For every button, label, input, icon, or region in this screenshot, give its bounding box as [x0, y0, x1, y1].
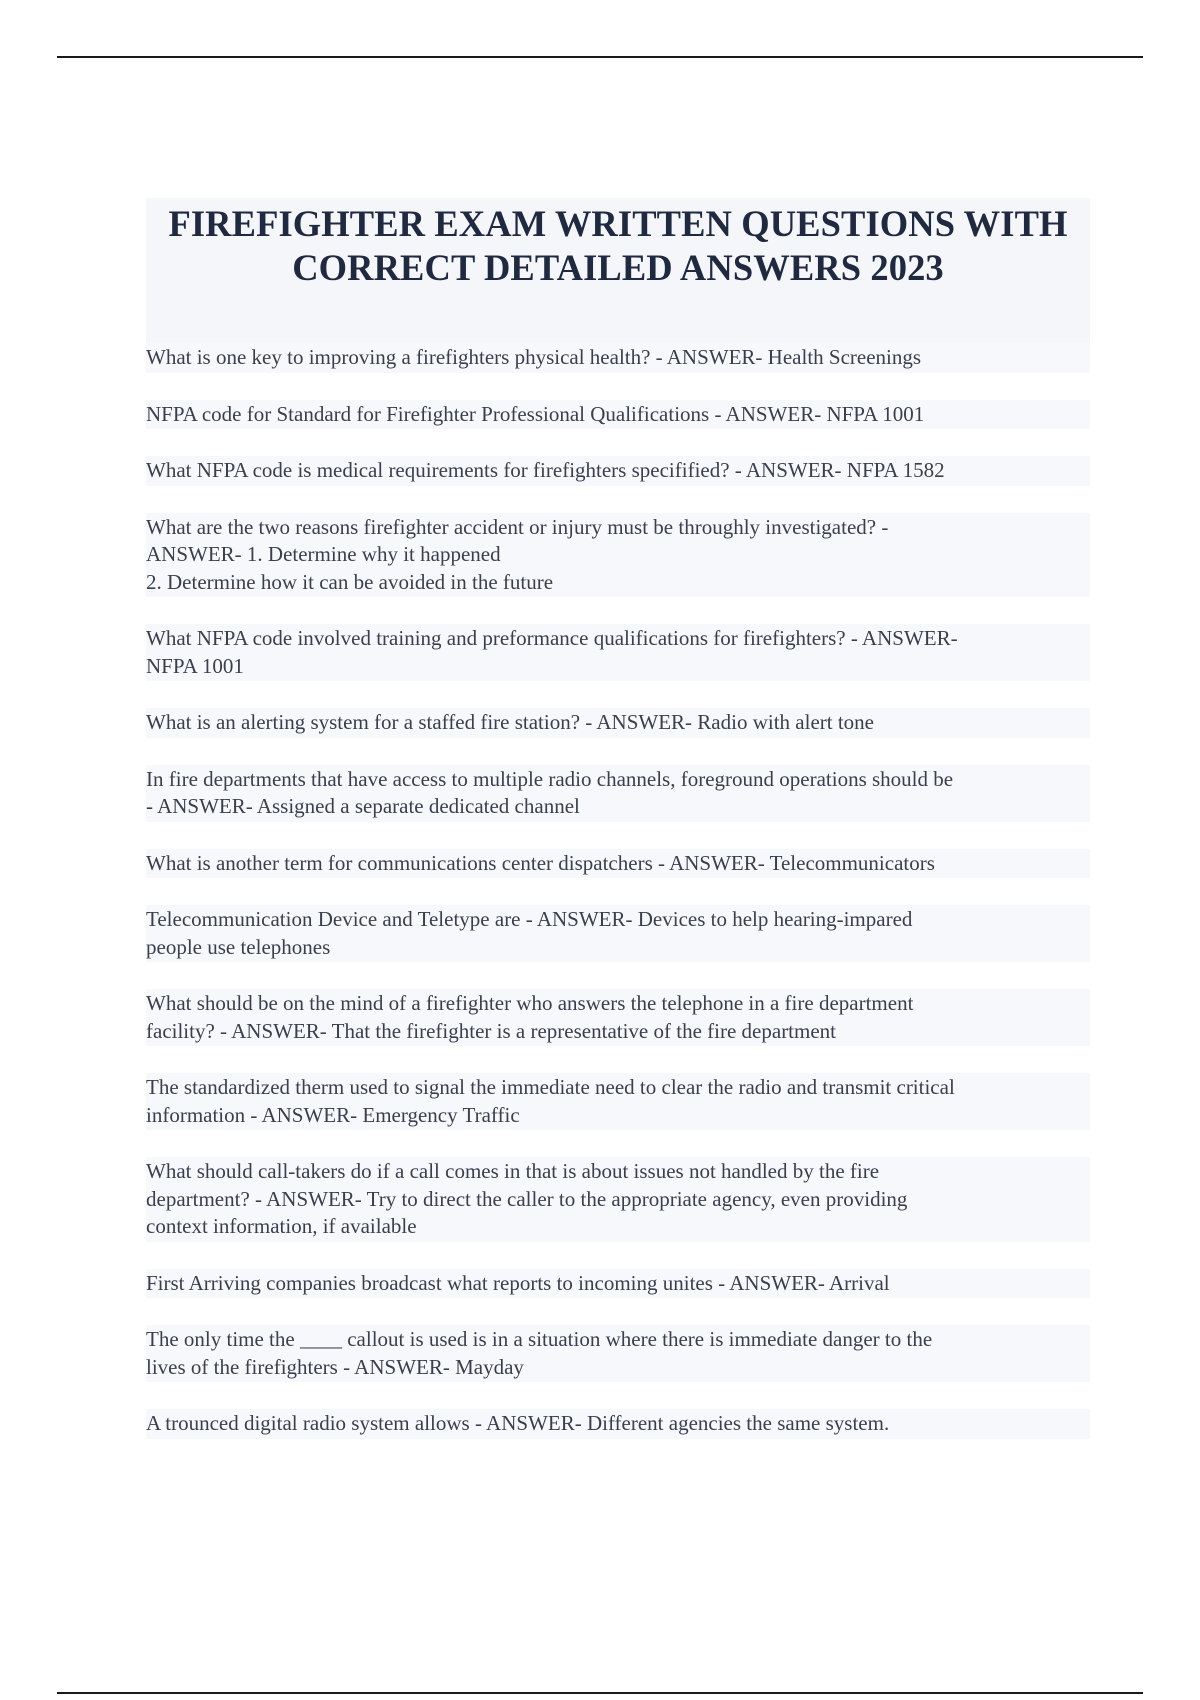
qa-item — [146, 624, 1090, 681]
qa-line: A trounced digital radio system allows - ANSWER- Different agencies the same system. — [146, 1411, 890, 1435]
qa-line: What is an alerting system for a staffed fire station? - ANSWER- Radio with alert tone — [146, 710, 874, 734]
qa-line: The standardized therm used to signal the immediate need to clear the radio and transmit critical — [146, 1075, 955, 1099]
qa-line: The only time the ____ callout is used is in a situation where there is immediate danger to the — [146, 1327, 933, 1351]
qa-line: - ANSWER- Assigned a separate dedicated channel — [146, 794, 580, 818]
qa-item — [146, 1269, 1090, 1299]
qa-line: NFPA code for Standard for Firefighter Professional Qualifications - ANSWER- NFPA 1001 — [146, 401, 925, 426]
qa-item — [146, 1157, 1090, 1242]
top-rule — [57, 56, 1143, 58]
qa-item — [146, 1325, 1090, 1382]
qa-line: What is one key to improving a firefighters physical health? - ANSWER- Health Screenings — [146, 345, 922, 369]
bottom-rule — [57, 1692, 1143, 1694]
qa-item — [146, 849, 1090, 879]
qa-line: What NFPA code involved training and preformance qualifications for firefighters? - ANSWER- — [146, 626, 958, 650]
qa-item — [146, 765, 1090, 822]
qa-line: context information, if available — [146, 1214, 417, 1238]
qa-line: What should be on the mind of a firefighter who answers the telephone in a fire department — [146, 991, 914, 1015]
qa-item — [146, 1073, 1090, 1130]
qa-item — [146, 1409, 1090, 1439]
qa-line: information - ANSWER- Emergency Traffic — [146, 1102, 520, 1127]
qa-item — [146, 400, 1090, 430]
qa-line: What NFPA code is medical requirements for firefighters specifified? - ANSWER- NFPA 1582 — [146, 458, 945, 482]
qa-line: NFPA 1001 — [146, 653, 244, 678]
qa-line: What should call-takers do if a call comes in that is about issues not handled by the fire — [146, 1159, 880, 1183]
qa-item — [146, 989, 1090, 1046]
qa-item — [146, 343, 1090, 373]
qa-line: What are the two reasons firefighter accident or injury must be throughly investigated? - — [146, 514, 889, 539]
title-line: FIREFIGHTER EXAM WRITTEN QUESTIONS WITH — [168, 203, 1068, 244]
qa-line: facility? - ANSWER- That the firefighter is a representative of the fire department — [146, 1018, 837, 1043]
title-line: CORRECT DETAILED ANSWERS 2023 — [292, 247, 944, 288]
qa-line: What is another term for communications center dispatchers - ANSWER- Telecommunicators — [146, 850, 935, 875]
qa-line: ANSWER- 1. Determine why it happened — [146, 542, 501, 566]
document-title — [146, 202, 1090, 290]
qa-line: department? - ANSWER- Try to direct the caller to the appropriate agency, even providing — [146, 1186, 908, 1211]
qa-line: First Arriving companies broadcast what reports to incoming unites - ANSWER- Arrival — [146, 1270, 890, 1295]
qa-line: Telecommunication Device and Teletype are - ANSWER- Devices to help hearing-impared — [146, 907, 913, 931]
qa-list — [146, 343, 1090, 1439]
qa-line: 2. Determine how it can be avoided in the future — [146, 569, 554, 594]
qa-line: In fire departments that have access to multiple radio channels, foreground operations should be — [146, 766, 954, 791]
qa-item — [146, 456, 1090, 486]
qa-item — [146, 708, 1090, 738]
qa-item — [146, 905, 1090, 962]
qa-line: people use telephones — [146, 934, 331, 959]
title-block — [146, 198, 1090, 346]
qa-item — [146, 513, 1090, 598]
qa-line: lives of the firefighters - ANSWER- Mayday — [146, 1354, 524, 1379]
